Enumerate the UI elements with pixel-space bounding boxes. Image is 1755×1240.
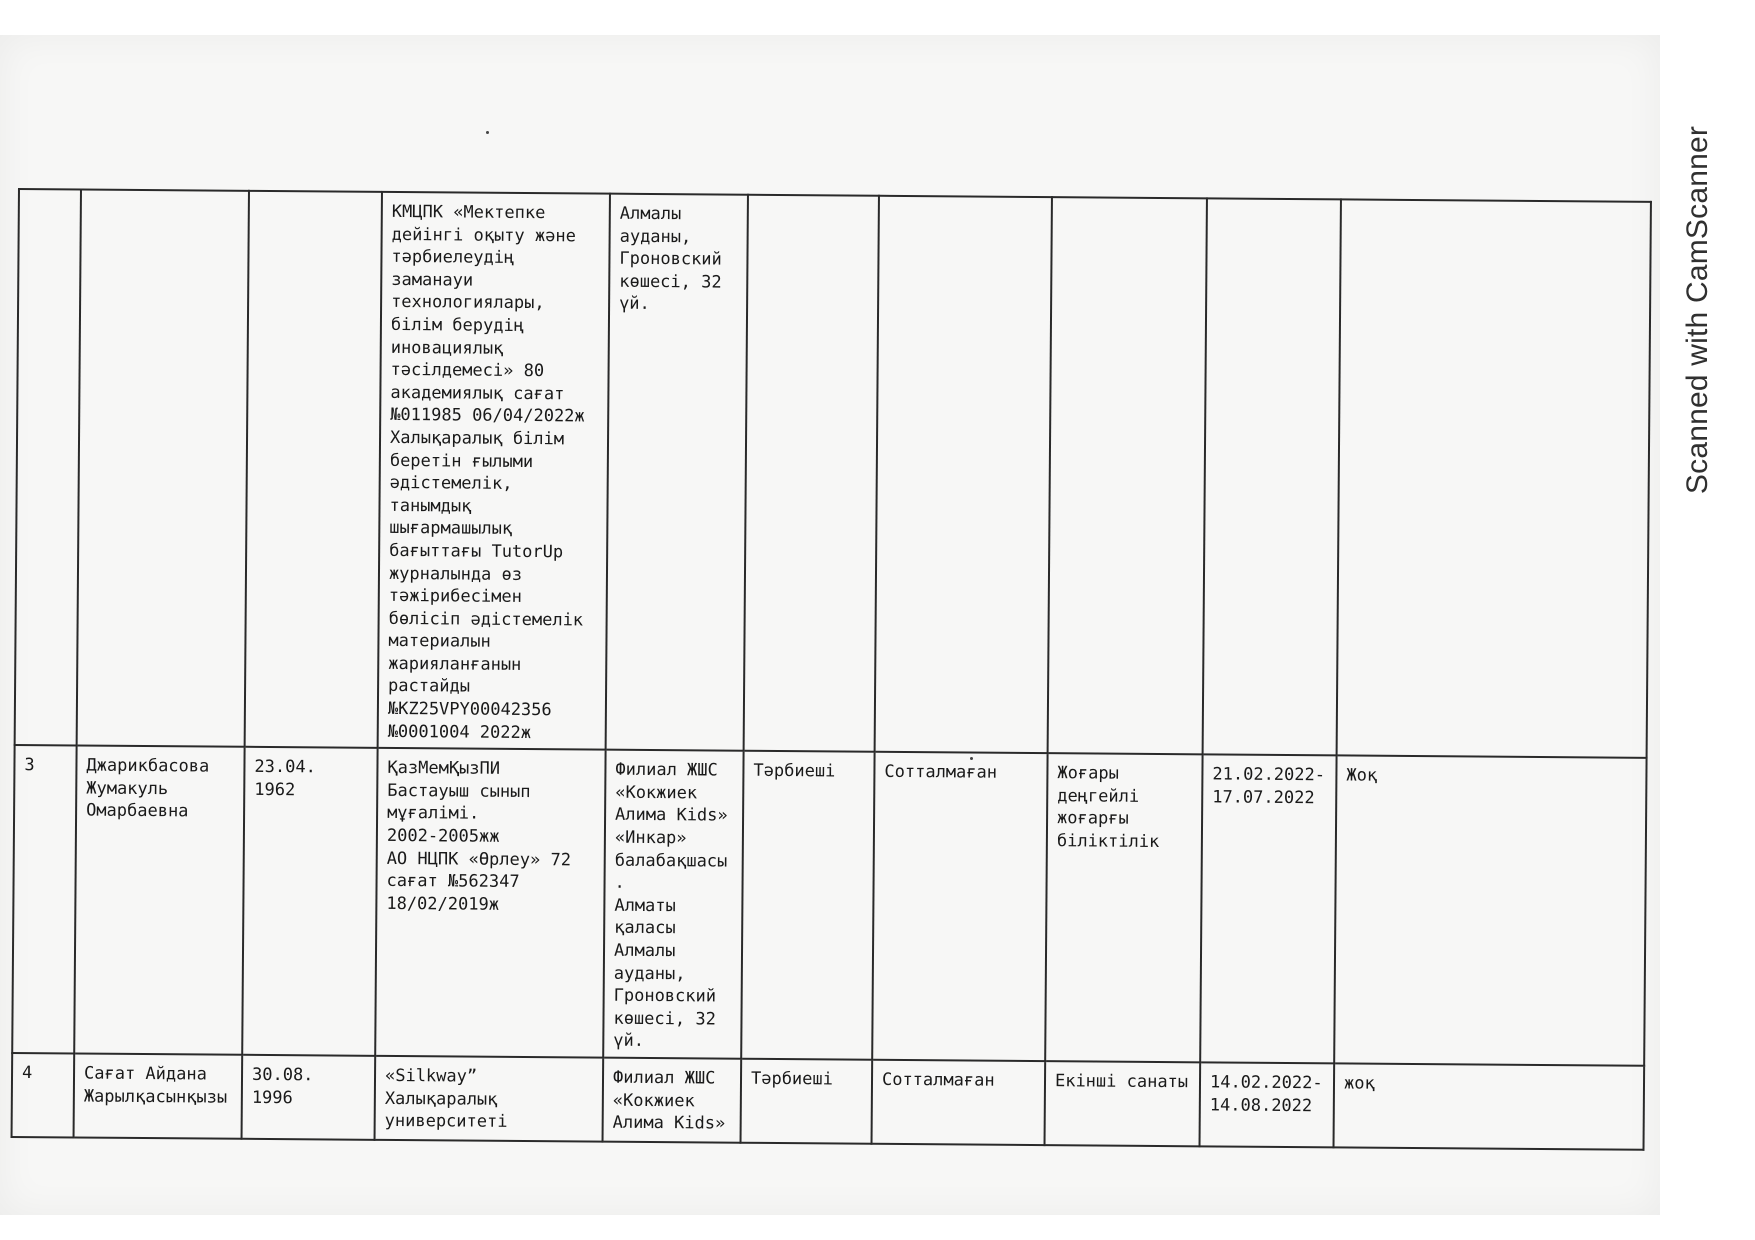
cell-number bbox=[15, 189, 81, 746]
table-row bbox=[12, 1053, 1645, 1150]
cell-education: ҚазМемҚызПИ Бастауыш сынып мұғалімі. 2002-2005жж АО НЦПК «Өрлеу» 72 сағат №562347 18/02/2019ж bbox=[375, 748, 605, 1057]
cell-period: 14.02.2022- 14.08.2022 bbox=[1200, 1062, 1335, 1147]
cell-workplace: Филиал ЖШС «Кокжиек Алима Kids» «Инкар» балабақшасы. Алматы қаласы Алмалы ауданы, Гроновский көшесі, 32 үй. bbox=[603, 750, 743, 1059]
cell-education: «Silkway” Халықаралық университеті bbox=[375, 1056, 604, 1142]
cell-position bbox=[744, 195, 879, 752]
cell-qualification: Жоғары деңгейлі жоғарғы біліктілік bbox=[1045, 753, 1202, 1062]
cell-qualification bbox=[1048, 197, 1207, 754]
cell-name: Сағат Айдана Жарылқасынқызы bbox=[74, 1053, 243, 1138]
cell-birth-date: 30.08. 1996 bbox=[242, 1055, 376, 1140]
cell-qualification: Екінші санаты bbox=[1045, 1061, 1201, 1146]
staff-table bbox=[11, 188, 1652, 1151]
cell-name: Джарикбасова Жумакуль Омарбаевна bbox=[74, 746, 244, 1055]
cell-number: 3 bbox=[12, 745, 76, 1053]
cell-period: 21.02.2022- 17.07.2022 bbox=[1200, 755, 1336, 1064]
cell-note: Жоқ bbox=[1334, 756, 1646, 1066]
cell-conviction: Сотталмаған bbox=[872, 752, 1047, 1061]
table-row-continued bbox=[15, 189, 1651, 758]
cell-number: 4 bbox=[12, 1053, 75, 1137]
cell-conviction: Сотталмаған bbox=[872, 1060, 1046, 1145]
cell-conviction bbox=[875, 196, 1052, 754]
cell-birth-date bbox=[245, 191, 382, 748]
cell-period bbox=[1203, 198, 1341, 755]
cell-workplace: Филиал ЖШС «Кокжиек Алима Kids» bbox=[603, 1058, 742, 1143]
cell-education: КМЦПК «Мектепке дейінгі оқыту және тәрбиелеудің заманауи технологиялары, білім берудің иновациялық тәсілдемесі» 80 академиялық сағат №011985 06/04/2022ж Халықаралық білім беретін ғылыми әдістемелік, танымдық шығармашылық бағыттағы TutorUp журналында өз тәжірибесімен бөлісіп әдістемелік материалын жарияланғанын растайды №KZ25VPY00042356 №0001004 2022ж bbox=[378, 192, 610, 750]
cell-name bbox=[77, 189, 249, 747]
speck bbox=[486, 131, 489, 134]
cell-workplace: Алмалы ауданы, Гроновский көшесі, 32 үй. bbox=[606, 194, 748, 751]
cell-note bbox=[1337, 199, 1651, 758]
table-row bbox=[12, 745, 1646, 1066]
cell-position: Тәрбиеші bbox=[741, 751, 874, 1060]
cell-position: Тәрбиеші bbox=[741, 1059, 873, 1144]
camscanner-watermark: Scanned with CamScanner bbox=[1681, 125, 1714, 495]
cell-note: жоқ bbox=[1334, 1063, 1645, 1149]
cell-birth-date: 23.04. 1962 bbox=[242, 747, 377, 1056]
